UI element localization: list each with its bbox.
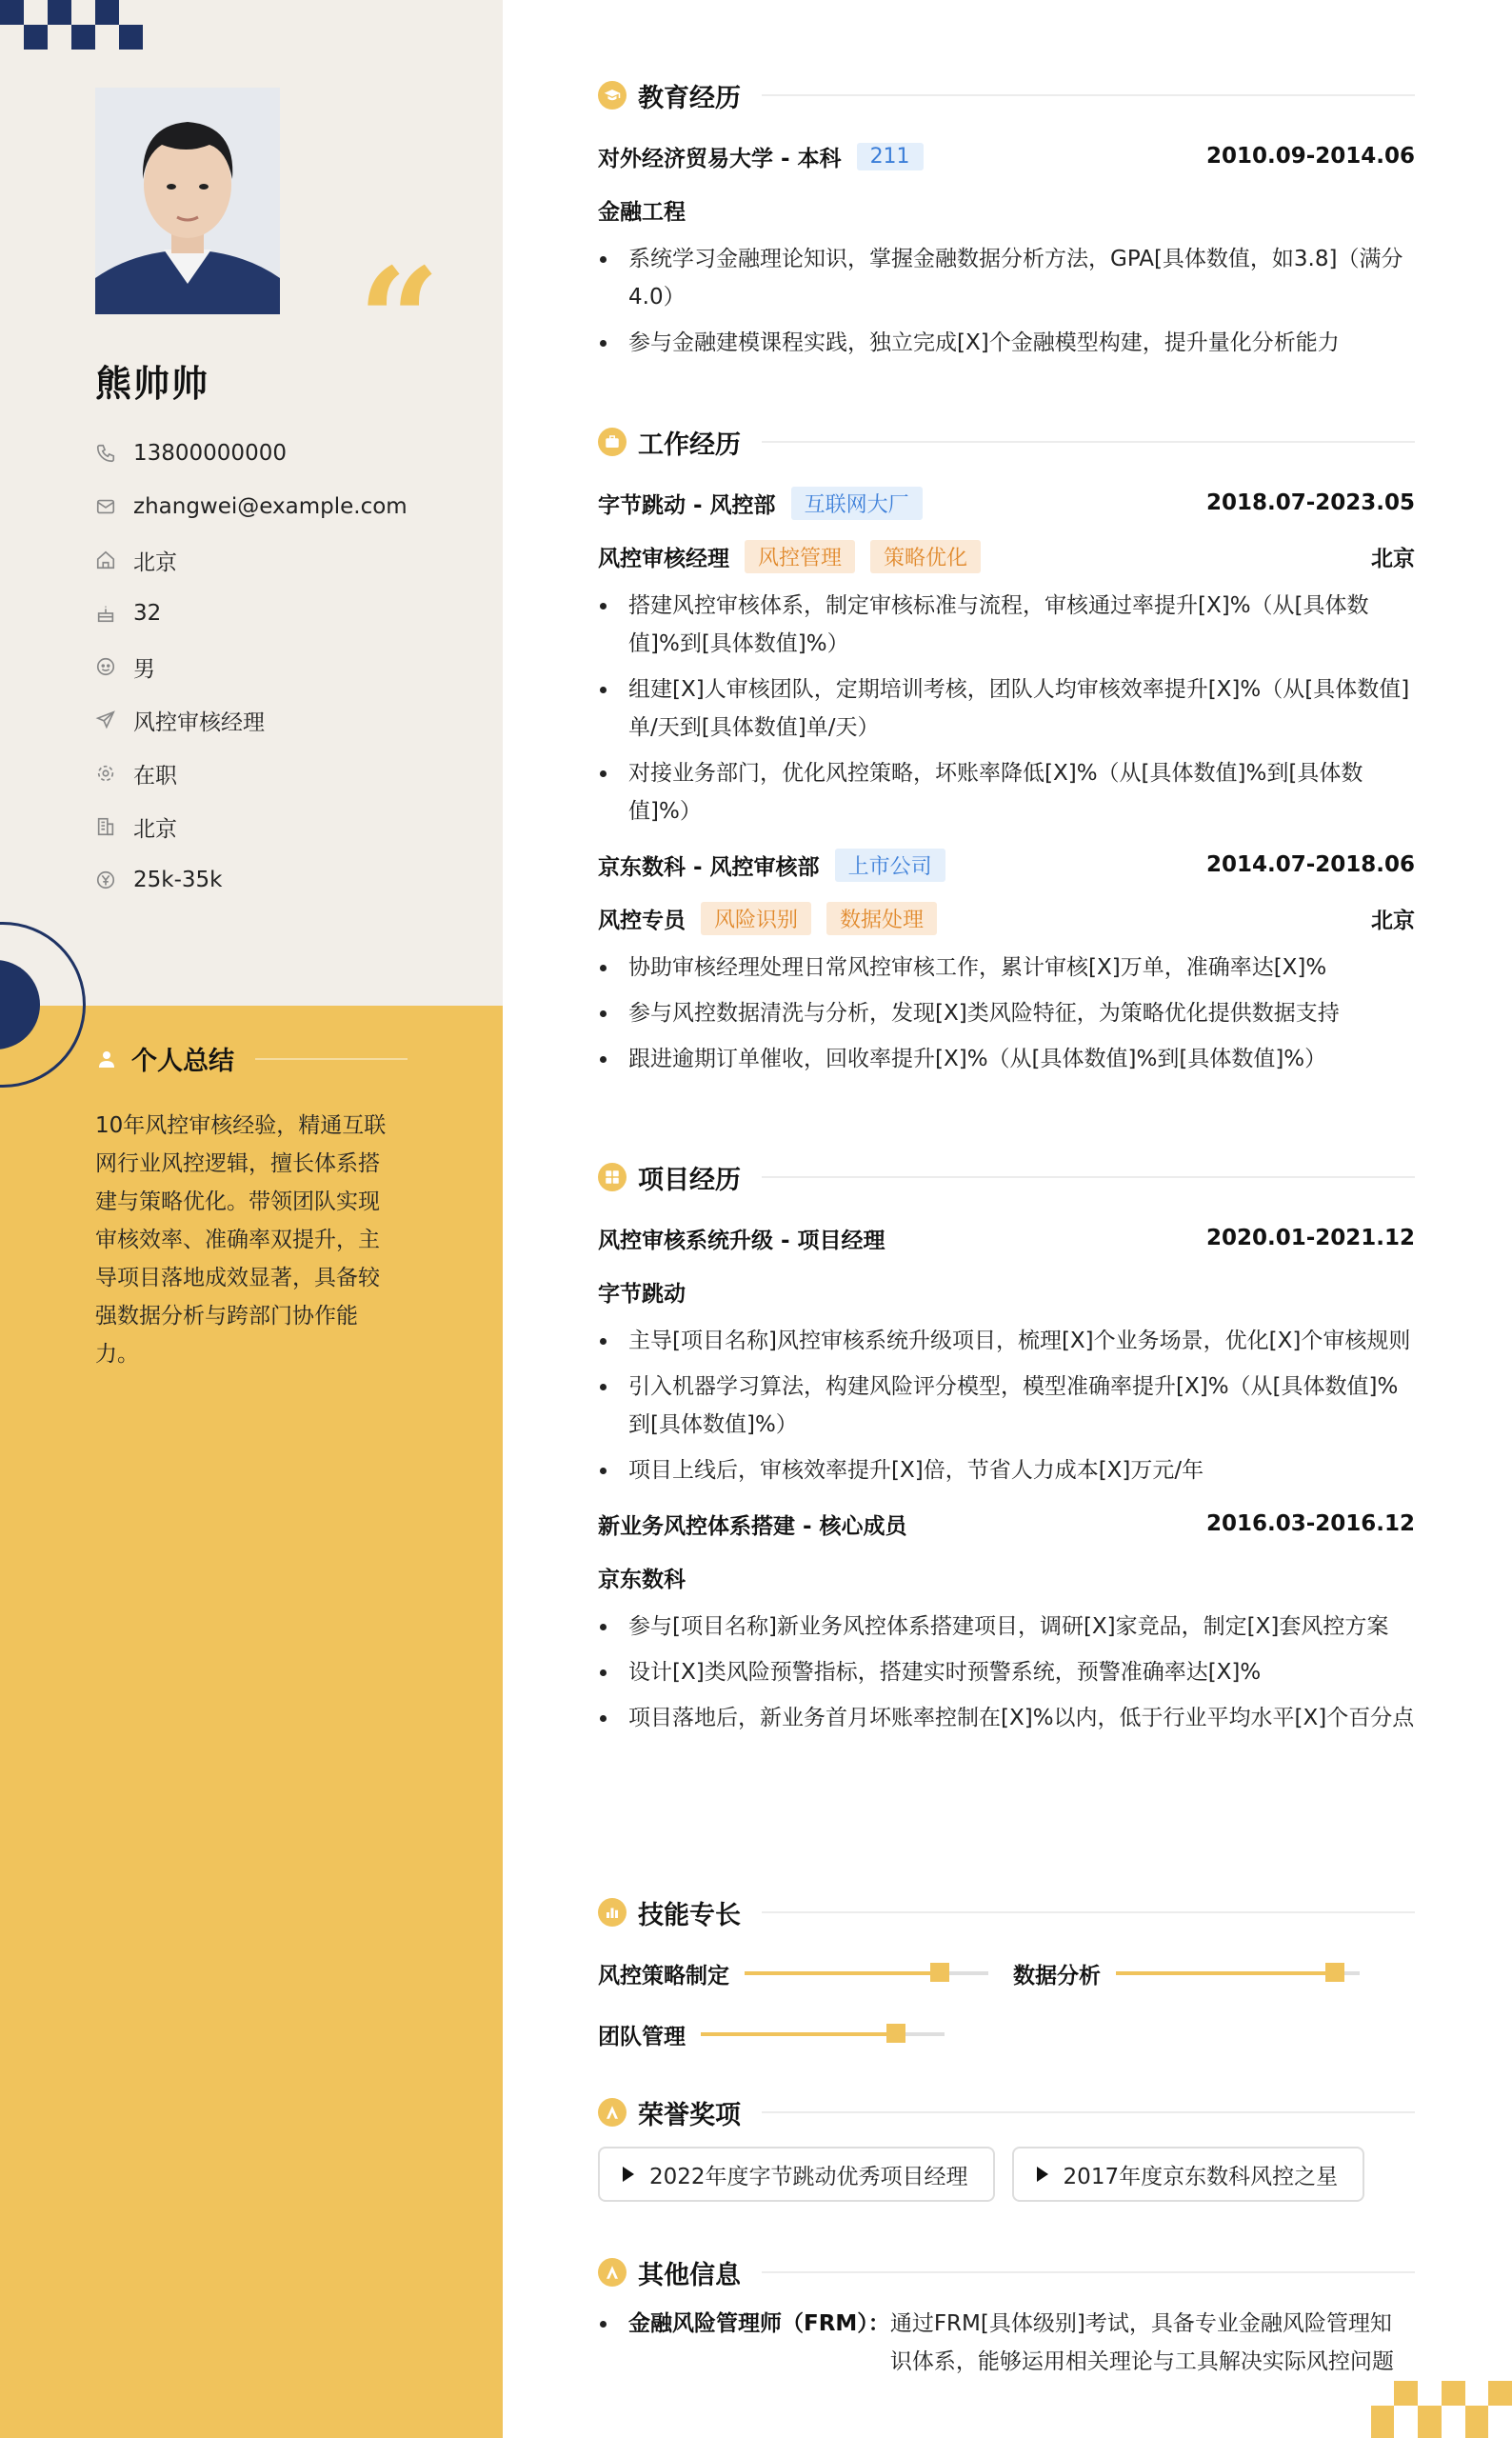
- summary-text: 10年风控审核经验，精通互联网行业风控逻辑，擅长体系搭建与策略优化。带领团队实现审核效率、准确率双提升，主导项目落地成效显著，具备较强数据分析与跨部门协作能力。: [95, 1113, 387, 1367]
- list-item: 参与金融建模课程实践，独立完成[X]个金融模型构建，提升量化分析能力: [598, 324, 1415, 362]
- skill-bar: [745, 1971, 988, 1975]
- list-item: 组建[X]人审核团队，定期培训考核，团队人均审核效率提升[X]%（从[具体数值]单/天到[具体数值]单/天）: [598, 670, 1415, 747]
- bar-chart-icon: [598, 1898, 627, 1927]
- school-tag: 211: [857, 143, 924, 170]
- other-list: [598, 2305, 1415, 2381]
- skill-tag: 风控管理: [745, 540, 855, 573]
- cake-icon: [95, 603, 116, 624]
- work-section: [598, 421, 1415, 1086]
- education-date: 2010.09-2014.06: [1205, 144, 1415, 169]
- building-icon: [95, 816, 116, 837]
- skill-bar: [701, 2032, 945, 2036]
- phone-icon: [95, 443, 116, 464]
- job-company: 京东数科 - 风控审核部: [598, 854, 820, 880]
- skill-label: 风控策略制定: [598, 1963, 729, 1988]
- work-heading: [598, 421, 1415, 463]
- list-item: 搭建风控审核体系，制定审核标准与流程，审核通过率提升[X]%（从[具体数值]%到[具体数值]%）: [598, 587, 1415, 663]
- company-tag: 上市公司: [835, 849, 945, 882]
- skill-fill: [1116, 1971, 1335, 1975]
- award-item: [598, 2147, 995, 2202]
- certificate-name: 金融风险管理师（FRM）：: [628, 2311, 890, 2336]
- info-status: [95, 747, 408, 800]
- project-date: 2016.03-2016.12: [1205, 1511, 1415, 1536]
- education-heading: [598, 74, 1415, 116]
- gender-value: 男: [133, 656, 155, 682]
- award-icon: [598, 2098, 627, 2127]
- contact-info-list: [95, 427, 408, 907]
- skill-knob: [930, 1963, 949, 1982]
- skill-tag: 数据处理: [826, 902, 937, 935]
- major-name: 金融工程: [598, 199, 686, 225]
- send-icon: [95, 709, 116, 730]
- job-bullets: [598, 587, 1415, 830]
- list-item: 参与风控数据清洗与分析，发现[X]类风险特征，为策略优化提供数据支持: [598, 994, 1415, 1032]
- home-icon: [95, 550, 116, 570]
- education-section: [598, 74, 1415, 370]
- list-item: 跟进逾期订单催收，回收率提升[X]%（从[具体数值]%到[具体数值]%）: [598, 1040, 1415, 1078]
- section-divider: [762, 2111, 1415, 2113]
- project-bullets: [598, 1322, 1415, 1489]
- project-bullets: [598, 1608, 1415, 1737]
- age-value: 32: [133, 601, 162, 626]
- info-gender: [95, 640, 408, 693]
- job-role: 风控专员: [598, 908, 686, 933]
- work-title: 工作经历: [638, 430, 741, 460]
- list-item: 主导[项目名称]风控审核系统升级项目，梳理[X]个业务场景，优化[X]个审核规则: [598, 1322, 1415, 1360]
- skill-knob: [1325, 1963, 1344, 1982]
- honors-title: 荣誉奖项: [638, 2100, 741, 2130]
- job-row: [598, 838, 1415, 891]
- location-value: 北京: [133, 550, 177, 575]
- circle-top-decoration: [1367, 0, 1512, 67]
- list-item: 引入机器学习算法，构建风险评分模型，模型准确率提升[X]%（从[具体数值]%到[具体数值]%）: [598, 1368, 1415, 1444]
- award-label: 2022年度字节跳动优秀项目经理: [649, 2164, 968, 2189]
- job-city: 北京: [1371, 546, 1415, 571]
- project-row: [598, 1497, 1415, 1550]
- job-role: 风控审核经理: [598, 546, 729, 571]
- city-value: 北京: [133, 816, 177, 842]
- other-heading: [598, 2251, 1415, 2293]
- job-role-row: [598, 530, 1415, 583]
- other-section: [598, 2251, 1415, 2381]
- checker-decoration: [0, 0, 143, 50]
- award-item: [1012, 2147, 1365, 2202]
- list-item: 系统学习金融理论知识，掌握金融数据分析方法，GPA[具体数值，如3.8]（满分4.0）: [598, 240, 1415, 316]
- skill-label: 数据分析: [1013, 1963, 1101, 1988]
- list-item: 对接业务部门，优化风控策略，坏账率降低[X]%（从[具体数值]%到[具体数值]%）: [598, 754, 1415, 830]
- info-letter-icon: [598, 2258, 627, 2287]
- projects-title: 项目经历: [638, 1165, 741, 1195]
- project-org: 京东数科: [598, 1567, 686, 1592]
- section-divider: [762, 1176, 1415, 1178]
- graduation-cap-icon: [598, 81, 627, 110]
- list-item: 协助审核经理处理日常风控审核工作，累计审核[X]万单，准确率达[X]%: [598, 949, 1415, 987]
- list-item: 设计[X]类风险预警指标，搭建实时预警系统，预警准确率达[X]%: [598, 1653, 1415, 1691]
- school-name: 对外经济贸易大学 - 本科: [598, 146, 842, 171]
- job-role-row: [598, 891, 1415, 945]
- project-date: 2020.01-2021.12: [1205, 1226, 1415, 1250]
- summary-heading: [95, 1040, 408, 1077]
- play-icon: [623, 2167, 634, 2182]
- projects-section: [598, 1156, 1415, 1745]
- skill-fill: [745, 1971, 940, 1975]
- salary-value: 25k-35k: [133, 868, 223, 892]
- briefcase-icon: [598, 428, 627, 456]
- other-title: 其他信息: [638, 2260, 741, 2290]
- status-value: 在职: [133, 763, 177, 789]
- sidebar: [0, 0, 503, 2438]
- info-position: [95, 693, 408, 747]
- info-city: [95, 800, 408, 853]
- skills-title: 技能专长: [638, 1900, 741, 1930]
- candidate-name: 熊帅帅: [95, 363, 210, 405]
- skills-list: [598, 1943, 1415, 2065]
- project-name: 风控审核系统升级 - 项目经理: [598, 1228, 885, 1253]
- section-divider: [762, 2271, 1415, 2273]
- skill-item: [1013, 1943, 1360, 2004]
- awards-list: [598, 2147, 1415, 2202]
- education-bullets: [598, 240, 1415, 362]
- skill-item: [598, 1943, 988, 2004]
- job-date: 2014.07-2018.06: [1205, 852, 1415, 877]
- education-row: [598, 130, 1415, 183]
- project-org: 字节跳动: [598, 1281, 686, 1307]
- company-tag: 互联网大厂: [791, 487, 923, 520]
- play-icon: [1037, 2167, 1048, 2182]
- honors-section: [598, 2091, 1415, 2202]
- skills-heading: [598, 1891, 1415, 1933]
- job-city: 北京: [1371, 908, 1415, 933]
- list-item: [598, 2305, 1415, 2381]
- email-value: zhangwei@example.com: [133, 494, 408, 519]
- info-age: [95, 587, 408, 640]
- checker-decoration-bottom: [1371, 2381, 1512, 2438]
- grid-icon: [598, 1163, 627, 1191]
- list-item: 项目上线后，审核效率提升[X]倍，节省人力成本[X]万元/年: [598, 1451, 1415, 1489]
- list-item: 参与[项目名称]新业务风控体系搭建项目，调研[X]家竞品，制定[X]套风控方案: [598, 1608, 1415, 1646]
- job-row: [598, 476, 1415, 530]
- status-icon: [95, 763, 116, 784]
- info-location: [95, 533, 408, 587]
- project-name: 新业务风控体系搭建 - 核心成员: [598, 1513, 907, 1539]
- info-salary: [95, 853, 408, 907]
- list-item: 项目落地后，新业务首月坏账率控制在[X]%以内，低于行业平均水平[X]个百分点: [598, 1699, 1415, 1737]
- award-label: 2017年度京东数科风控之星: [1063, 2164, 1339, 2189]
- quote-decoration: “: [358, 237, 441, 405]
- project-org-row: [598, 1265, 1415, 1318]
- certificate-desc: 通过FRM[具体级别]考试，具备专业金融风险管理知识体系，能够运用相关理论与工具解决实际风控问题: [889, 2311, 1394, 2374]
- project-org-row: [598, 1550, 1415, 1604]
- job-company: 字节跳动 - 风控部: [598, 492, 776, 518]
- major-row: [598, 183, 1415, 236]
- skill-fill: [701, 2032, 896, 2036]
- mail-icon: [95, 496, 116, 517]
- job-date: 2018.07-2023.05: [1205, 490, 1415, 515]
- skill-item: [598, 2004, 1390, 2065]
- job-bullets: [598, 949, 1415, 1078]
- avatar: [95, 88, 280, 314]
- skill-label: 团队管理: [598, 2024, 686, 2049]
- summary-title: 个人总结: [131, 1047, 234, 1076]
- phone-value: 13800000000: [133, 441, 287, 466]
- skill-tag: 风险识别: [701, 902, 811, 935]
- section-divider: [762, 441, 1415, 443]
- project-row: [598, 1211, 1415, 1265]
- skill-knob: [886, 2024, 905, 2043]
- info-email: [95, 480, 408, 533]
- money-icon: [95, 869, 116, 890]
- education-title: 教育经历: [638, 83, 741, 113]
- position-value: 风控审核经理: [133, 709, 265, 735]
- skill-tag: 策略优化: [870, 540, 981, 573]
- skills-section: [598, 1891, 1415, 2065]
- section-divider: [762, 1911, 1415, 1913]
- face-icon: [95, 656, 116, 677]
- honors-heading: [598, 2091, 1415, 2133]
- person-icon: [95, 1048, 118, 1070]
- projects-heading: [598, 1156, 1415, 1198]
- skill-bar: [1116, 1971, 1360, 1975]
- section-divider: [762, 94, 1415, 96]
- info-phone: [95, 427, 408, 480]
- summary-divider: [255, 1058, 408, 1060]
